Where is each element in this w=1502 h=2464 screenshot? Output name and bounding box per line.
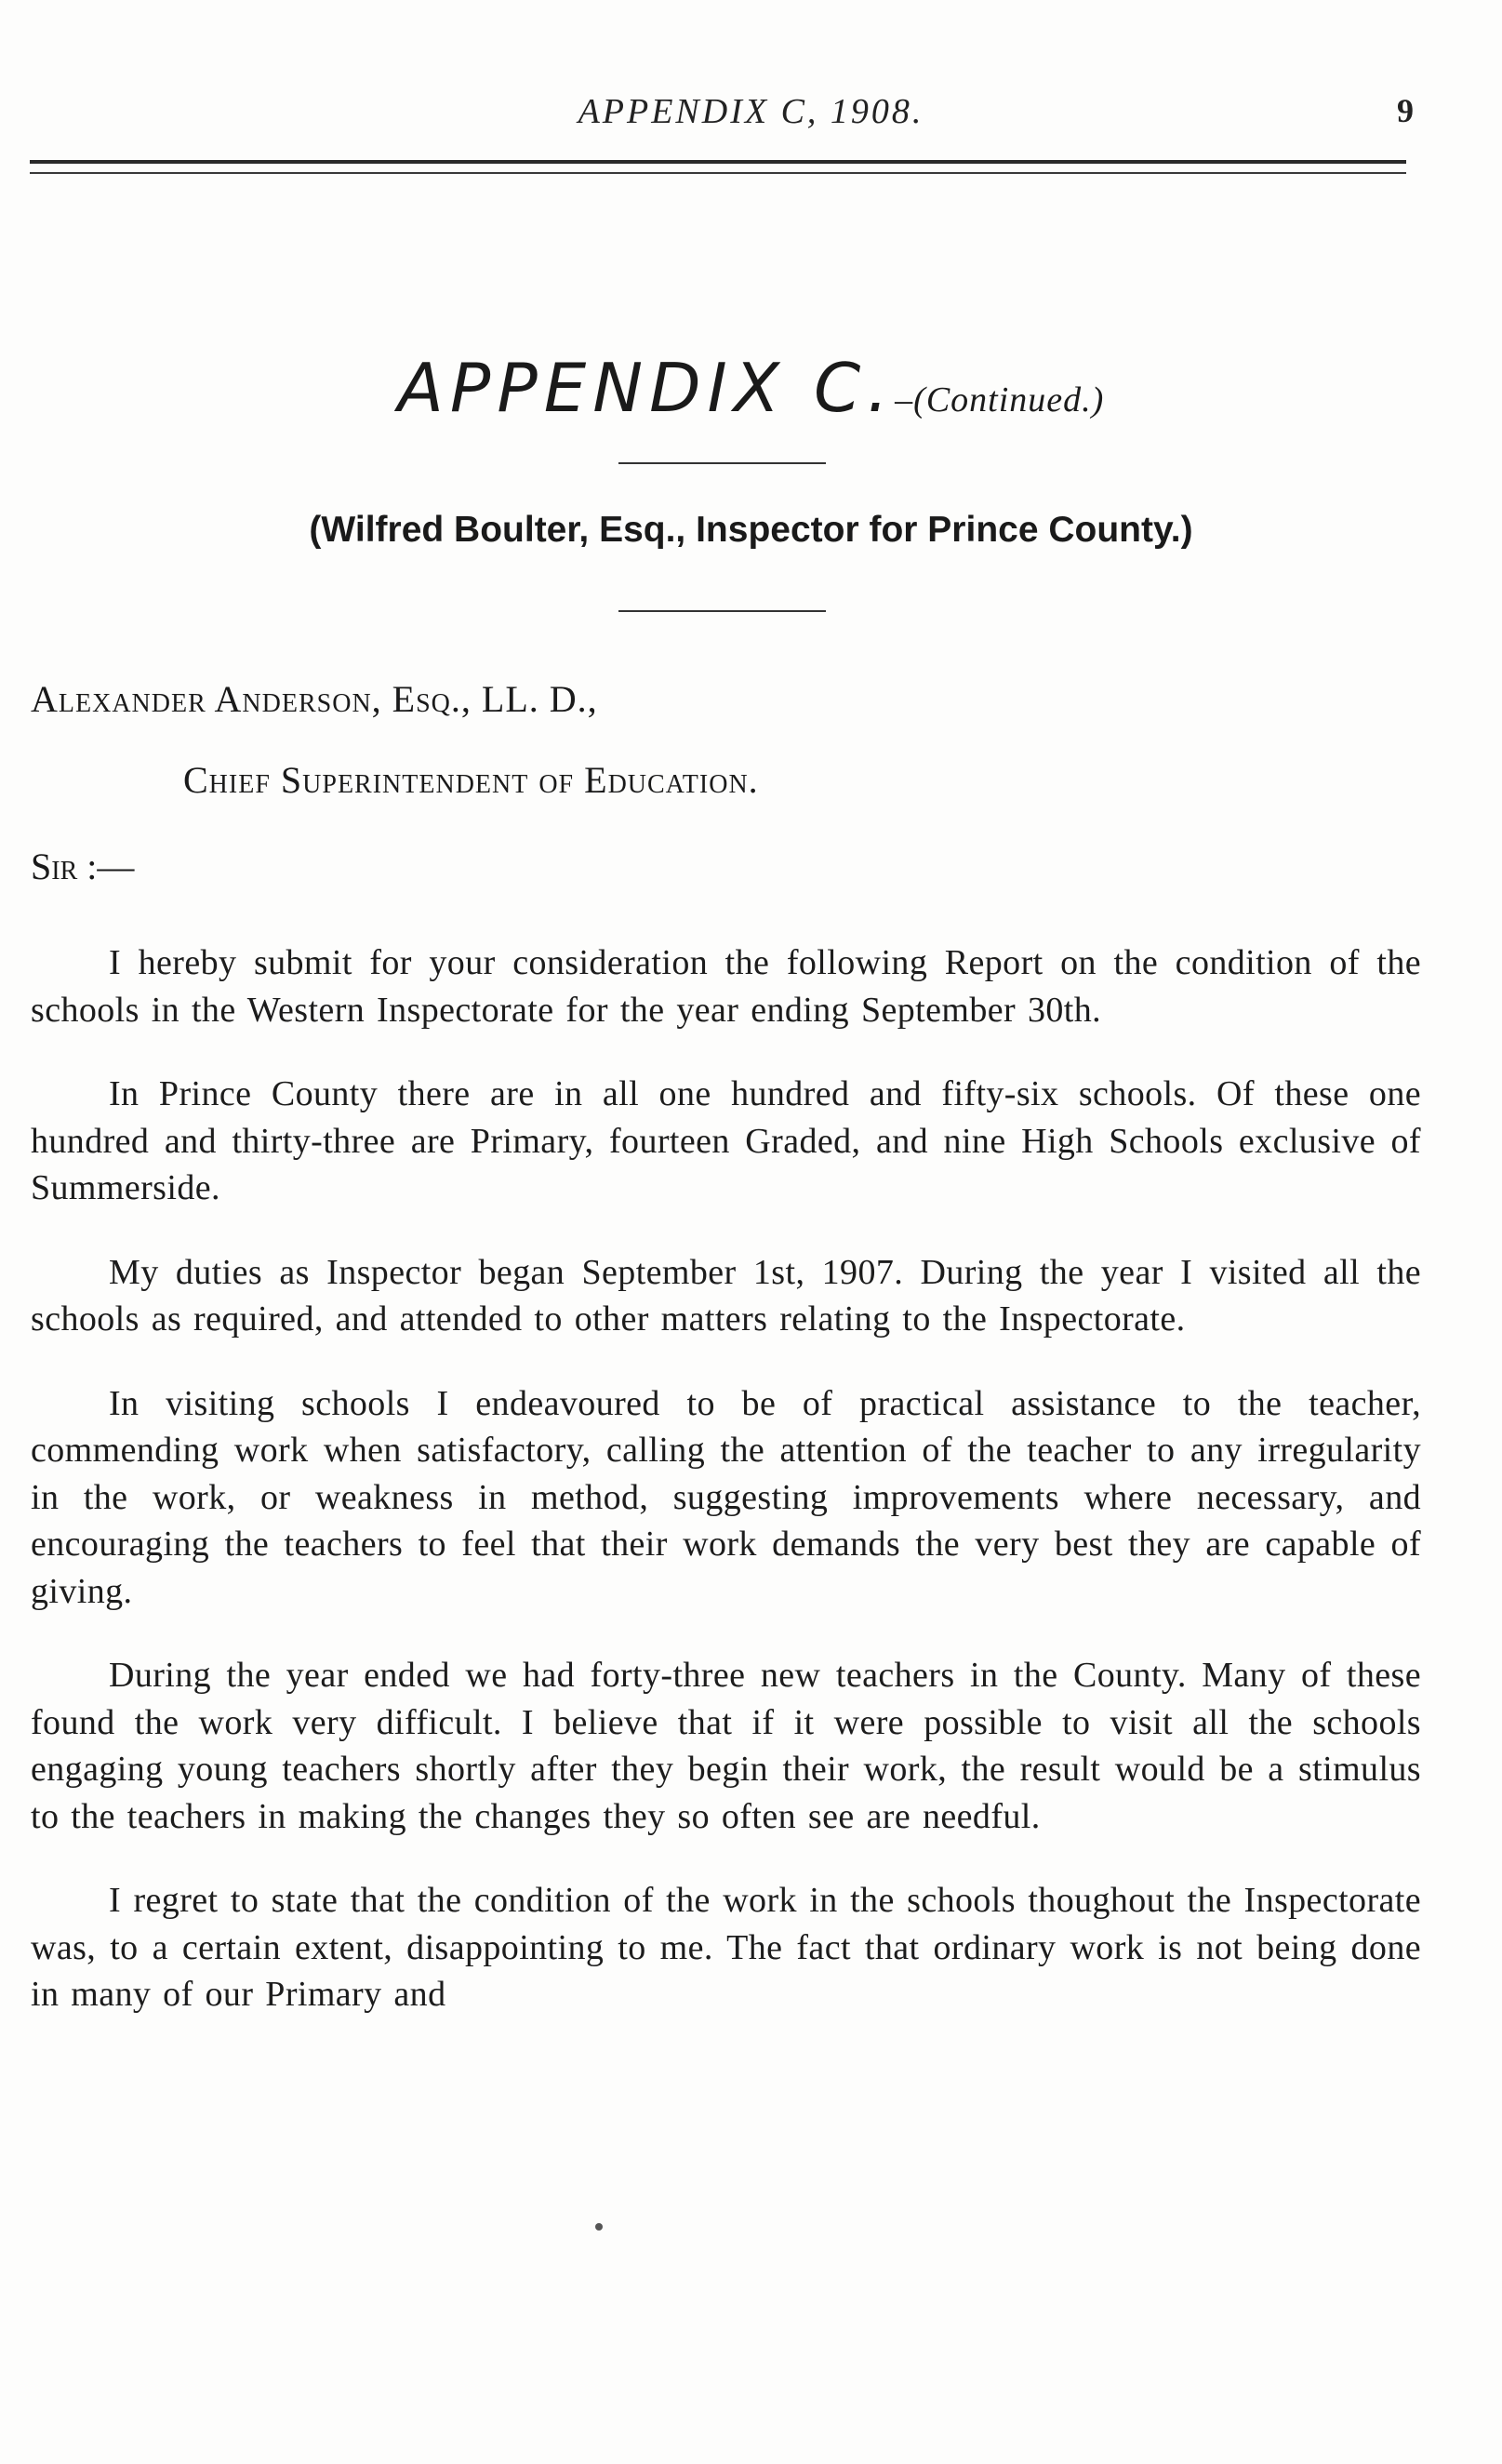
page-number: 9: [1397, 92, 1414, 129]
paragraph-duties: My duties as Inspector began September 1st, 1907. During the year I visited all the schools as required, and attended to other matters relating to the Inspectorate.: [31, 1252, 1421, 1339]
header-rule-thick: [30, 160, 1406, 164]
appendix-heading: [0, 349, 1502, 427]
print-speck: [595, 2223, 603, 2231]
addressee-name: Alexander Anderson, Esq., LL. D.,: [31, 678, 598, 720]
paragraph-condition: I regret to state that the condition of the work in the schools thoughout the Inspectorate was, to a certain extent, disappointing to me. The fact that ordinary work is not being done in many of our Primary and: [31, 1881, 1421, 2014]
paragraph-visiting: In visiting schools I endeavoured to be of practical assistance to the teacher, commending work when satisfactory, calling the attention of the teacher to any irregularity in the work, or weakness in method, suggesting improvements where necessary, and encouraging the teachers to feel that their work demands the very best they are capable of giving.: [31, 1383, 1421, 1611]
appendix-heading-continued: (Continued.): [913, 380, 1105, 420]
header-rule-thin: [30, 172, 1406, 174]
paragraph-submission: I hereby submit for your consideration the following Report on the condition of the schools in the Western Inspectorate for the year ending September 30th.: [31, 943, 1421, 1030]
paragraph-school-count: In Prince County there are in all one hundred and fifty-six schools. Of these one hundred and thirty-three are Primary, fourteen Graded, and nine High Schools exclusive of Summerside.: [31, 1074, 1421, 1207]
section-rule-top: [618, 462, 826, 464]
running-title: APPENDIX C, 1908.: [578, 92, 924, 131]
salutation: Sir :—: [31, 846, 135, 887]
appendix-heading-main: APPENDIX C.: [397, 349, 896, 427]
section-rule-bottom: [618, 610, 826, 612]
paragraph-new-teachers: During the year ended we had forty-three new teachers in the County. Many of these found the work very difficult. I believe that if it were possible to visit all the schools engaging young teachers shortly after they begin their work, the result would be a stimulus to the teachers in making the changes they so often see are needful.: [31, 1656, 1421, 1836]
inspector-byline: (Wilfred Boulter, Esq., Inspector for Prince County.): [309, 510, 1193, 550]
running-head: [0, 91, 1502, 147]
addressee-title: Chief Superintendent of Education.: [183, 759, 759, 801]
appendix-heading-dash: –: [895, 380, 914, 420]
report-body: [31, 939, 1421, 2018]
